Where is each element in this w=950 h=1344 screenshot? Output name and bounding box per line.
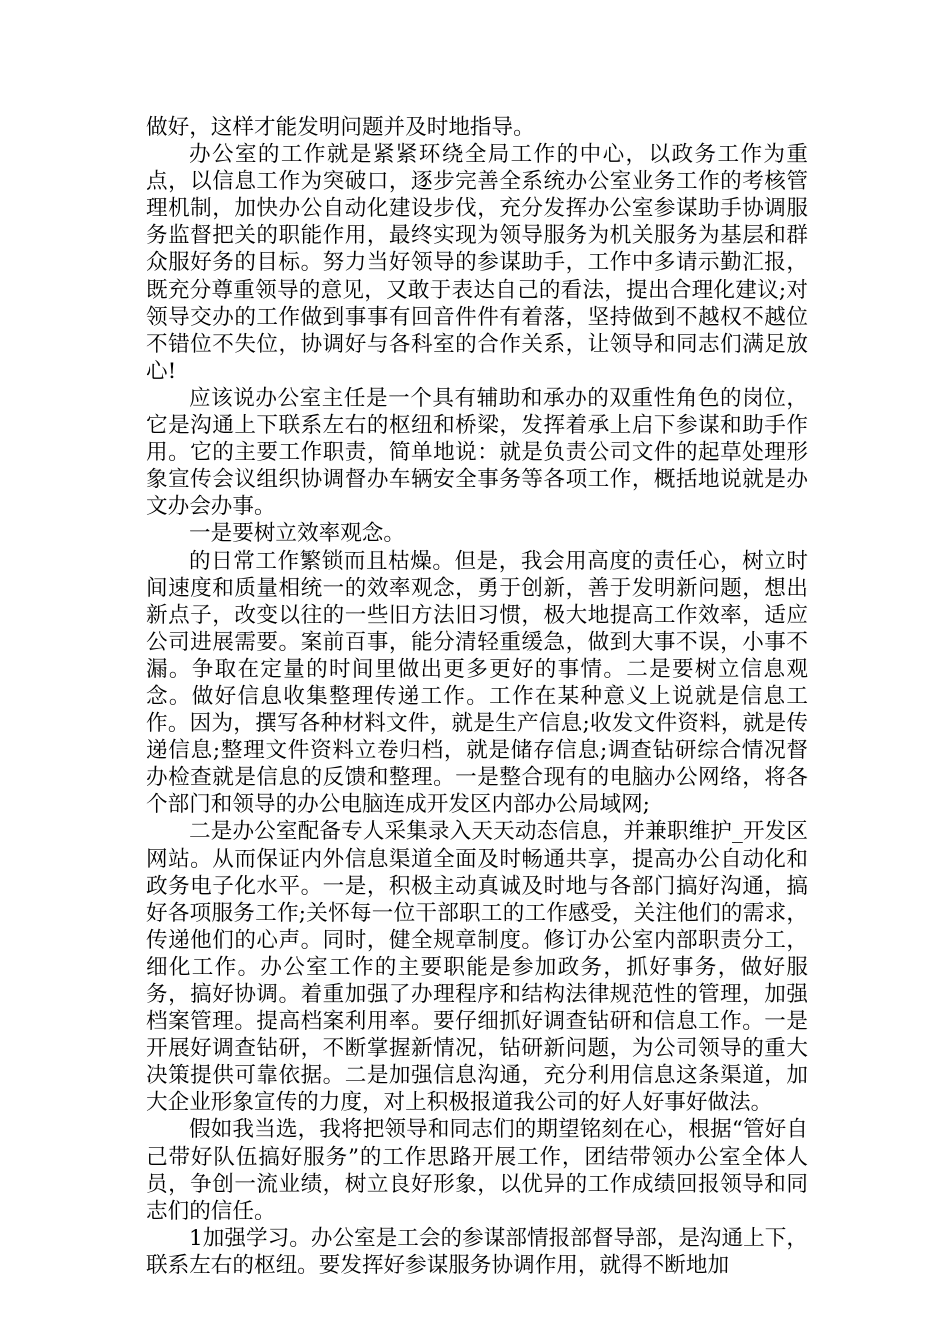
paragraph-information-staff: 二是办公室配备专人采集录入天天动态信息，并兼职维护_开发区网站。从而保证内外信息渠道全面及时畅通共享，提高办公自动化和政务电子化水平。一是，积极主动真诚及时地与各部门搞好沟通，搞好各项服务工作;关怀每一位干部职工的工作感受，关注他们的需求，传递他们的心声。同时，健全规章制度。修订办公室内部职责分工，细化工作。办公室工作的主要职能是参加政务，抓好事务，做好服务，搞好协调。着重加强了办理程序和结构法律规范性的管理，加强档案管理。提高档案利用率。要仔细抓好调查钻研和信息工作。一是开展好调查钻研，不断掌握新情况，钻研新问题，为公司领导的重大决策提供可靠依据。二是加强信息沟通，充分利用信息这条渠道，加大企业形象宣传的力度，对上积极报道我公司的好人好事好做法。	[146, 819, 808, 1116]
paragraph-efficiency-heading: 一是要树立效率观念。	[189, 521, 405, 547]
paragraph-continuation: 做好，这样才能发明问题并及时地指导。	[146, 115, 535, 140]
paragraph-office-work: 办公室的工作就是紧紧环绕全局工作的中心，以政务工作为重点，以信息工作为突破口，逐步完善全系统办公室业务工作的考核管理机制，加快办公自动化建设步伐，充分发挥办公室参谋助手协调服务监督把关的职能作用，最终实现为领导服务为机关服务为基层和群众服好务的目标。努力当好领导的参谋助手，工作中多请示勤汇报，既充分尊重领导的意见，又敢于表达自己的看法，提出合理化建议;对领导交办的工作做到事事有回音件件有着落，坚持做到不越权不越位不错位不失位，协调好与各科室的合作关系，让领导和同志们满足放心!	[146, 142, 808, 384]
paragraph-strengthen-learning: 1加强学习。办公室是工会的参谋部情报部督导部，是沟通上下，联系左右的枢纽。要发挥好参谋服务协调作用，就得不断地加	[146, 1225, 808, 1278]
paragraph-office-director-role: 应该说办公室主任是一个具有辅助和承办的双重性角色的岗位，它是沟通上下联系左右的枢纽和桥梁，发挥着承上启下参谋和助手作用。它的主要工作职责，简单地说：就是负责公司文件的起草处理形象宣传会议组织协调督办车辆安全事务等各项工作，概括地说就是办文办会办事。	[146, 385, 808, 520]
paragraph-daily-work: 的日常工作繁锁而且枯燥。但是，我会用高度的责任心，树立时间速度和质量相统一的效率观念，勇于创新，善于发明新问题，想出新点子，改变以往的一些旧方法旧习惯，极大地提高工作效率，适应公司进展需要。案前百事，能分清轻重缓急，做到大事不误，小事不漏。争取在定量的时间里做出更多更好的事情。二是要树立信息观念。做好信息收集整理传递工作。工作在某种意义上说就是信息工作。因为，撰写各种材料文件，就是生产信息;收发文件资料，就是传递信息;整理文件资料立卷归档，就是储存信息;调查钻研综合情况督办检查就是信息的反馈和整理。一是整合现有的电脑办公网络，将各个部门和领导的办公电脑连成开发区内部办公局域网;	[146, 548, 808, 818]
paragraph-if-elected: 假如我当选，我将把领导和同志们的期望铭刻在心，根据“管好自己带好队伍搞好服务”的工作思路开展工作，团结带领办公室全体人员，争创一流业绩，树立良好形象，以优异的工作成绩回报领导和同志们的信任。	[146, 1117, 808, 1224]
document-body	[146, 114, 808, 1279]
